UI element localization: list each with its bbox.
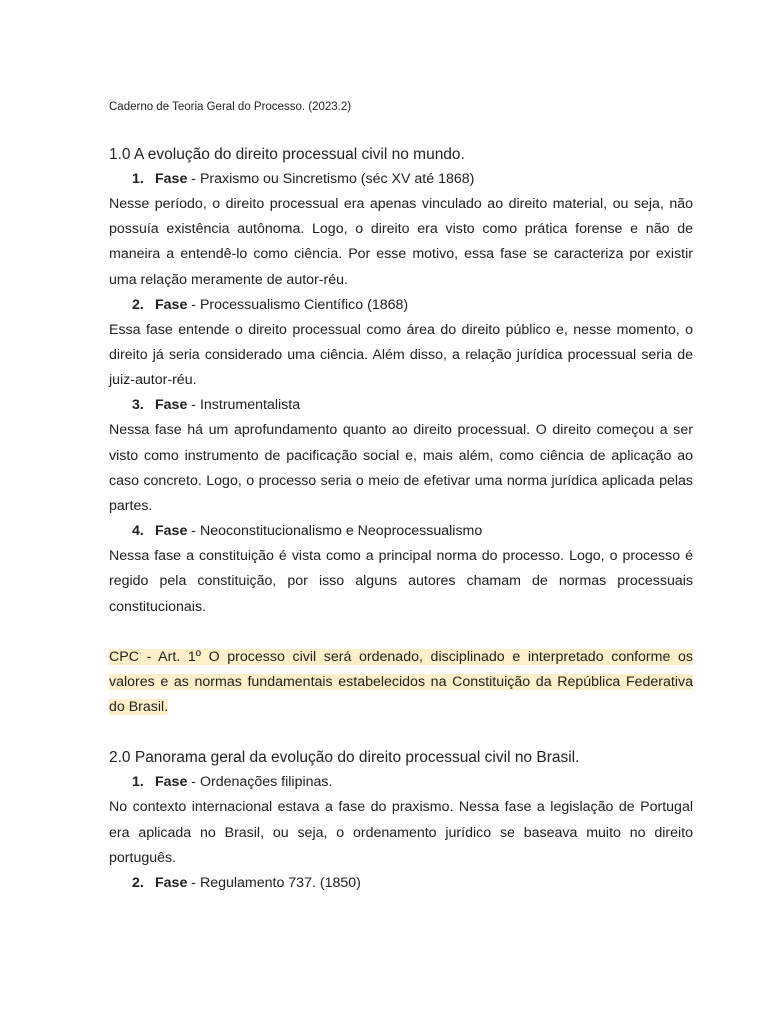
phase-label: Fase	[155, 774, 188, 791]
section-2-phase-2-heading	[132, 871, 693, 896]
phase-title: - Praxismo ou Sincretismo (séc XV até 1868)	[187, 171, 475, 187]
section-1-title: 1.0 A evolução do direito processual civil no mundo.	[109, 146, 465, 163]
list-number: 1.	[132, 774, 144, 791]
phase-title: - Regulamento 737. (1850)	[187, 875, 361, 892]
phase-label: Fase	[155, 875, 188, 892]
phase-label: Fase	[155, 171, 188, 187]
section-1-phase-1-heading	[132, 167, 693, 192]
list-number: 1.	[132, 171, 144, 187]
section-2-title: 2.0 Panorama geral da evolução do direito processual civil no Brasil.	[109, 749, 580, 767]
section-2-phase-1-body: No contexto internacional estava a fase do praxismo. Nessa fase a legislação de Portugal era aplicada no Brasil, ou seja, o ordenamento jurídico se baseava muito no direito português.	[109, 799, 693, 866]
section-1-phase-3-body: Nessa fase há um aprofundamento quanto ao direito processual. O direito começou a ser visto como instrumento de pacificação social e, mais além, como ciência de aplicação ao caso concreto. Logo, o processo seria o meio de efetivar uma norma jurídica aplicada pelas partes.	[109, 422, 693, 515]
cpc-quote-block	[109, 645, 693, 721]
phase-label: Fase	[155, 296, 188, 313]
document-body	[109, 142, 693, 896]
section-1-phase-3-heading	[132, 393, 693, 418]
phase-title: - Neoconstitucionalismo e Neoprocessualismo	[187, 523, 483, 540]
list-number: 3.	[132, 397, 144, 414]
section-1-phase-2-heading	[132, 293, 693, 318]
list-number: 2.	[132, 296, 144, 313]
cpc-quote-highlight: CPC - Art. 1º O processo civil será ordenado, disciplinado e interpretado conforme os valores e as normas fundamentais estabelecidos na Constituição da República Federativa do Brasil.	[109, 648, 693, 716]
section-1-phase-4-body: Nessa fase a constituição é vista como a principal norma do processo. Logo, o processo é regido pela constituição, por isso alguns autores chamam de normas processuais constitucionais.	[109, 548, 693, 615]
document-header: Caderno de Teoria Geral do Processo. (2023.2)	[109, 101, 352, 113]
list-number: 2.	[132, 875, 144, 892]
phase-title: - Processualismo Científico (1868)	[187, 296, 409, 313]
cpc-quote-paragraph	[109, 645, 693, 721]
section-2-phase-1-heading	[132, 770, 693, 795]
phase-label: Fase	[155, 397, 188, 414]
section-1-phase-4-heading	[132, 519, 693, 544]
phase-title: - Ordenações filipinas.	[187, 774, 333, 791]
section-1-phase-2-body: Essa fase entende o direito processual como área do direito público e, nesse momento, o direito já seria considerado uma ciência. Além disso, a relação jurídica processual seria de juiz-autor-réu.	[109, 321, 693, 389]
list-number: 4.	[132, 523, 144, 540]
phase-title: - Instrumentalista	[187, 397, 301, 414]
section-1-phase-1-body: Nesse período, o direito processual era apenas vinculado ao direito material, ou seja, não possuía existência autônoma. Logo, o direito era visto como prática forense e não de maneira a entendê-lo como ciência. Por esse motivo, essa fase se caracteriza por existir uma relação meramente de autor-réu.	[109, 196, 693, 288]
phase-label: Fase	[155, 523, 188, 540]
